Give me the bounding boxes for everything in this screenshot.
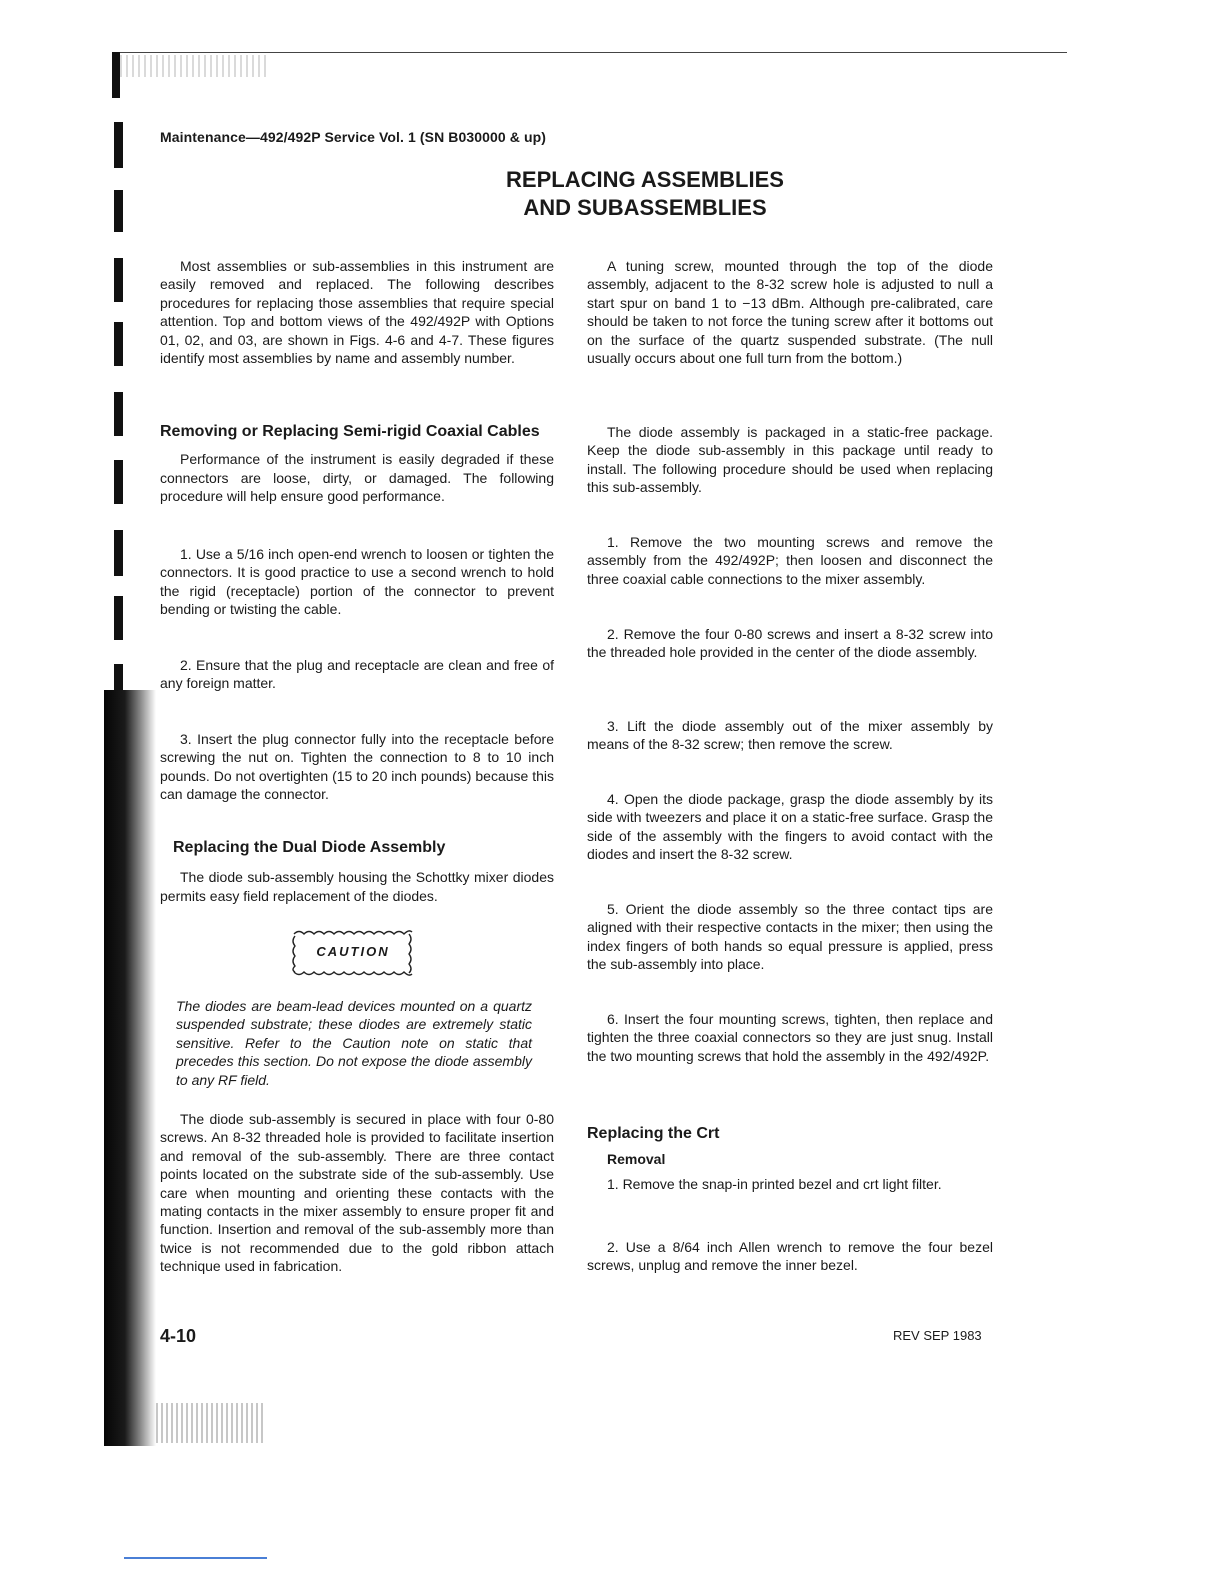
caution-label: CAUTION bbox=[316, 944, 390, 959]
coax-section bbox=[160, 423, 554, 506]
coax-step-1-block bbox=[160, 545, 554, 619]
left-intro-block bbox=[160, 257, 554, 367]
scan-speckle-bottom bbox=[156, 1403, 266, 1443]
coax-step-2: 2. Ensure that the plug and receptacle are clean and free of any foreign matter. bbox=[160, 657, 554, 692]
diode-step-1: 1. Remove the two mounting screws and remove the assembly from the 492/492P; then loosen and disconnect the three coaxial cable connections to the mixer assembly. bbox=[587, 534, 993, 587]
removal-heading: Removal bbox=[607, 1151, 666, 1168]
diode-step-5-block bbox=[587, 900, 993, 974]
binding-bar bbox=[114, 122, 123, 168]
binding-bar bbox=[114, 258, 123, 302]
caution-box bbox=[290, 926, 414, 978]
binding-bar bbox=[114, 596, 123, 640]
diode-step-3-block bbox=[587, 717, 993, 754]
binding-bar bbox=[114, 190, 123, 232]
diode-secured-block bbox=[160, 1110, 554, 1276]
coax-step-3-block bbox=[160, 730, 554, 804]
diode-section bbox=[160, 839, 554, 905]
diode-step-3: 3. Lift the diode assembly out of the mixer assembly by means of the 8-32 screw; then remove the screw. bbox=[587, 718, 993, 753]
page-number: 4-10 bbox=[160, 1326, 197, 1346]
title-line-2: AND SUBASSEMBLIES bbox=[523, 195, 767, 220]
diode-step-2: 2. Remove the four 0-80 screws and insert a 8-32 screw into the threaded hole provided in the center of the diode assembly. bbox=[587, 626, 993, 661]
diode-secured-paragraph: The diode sub-assembly is secured in place with four 0-80 screws. An 8-32 threaded hole is provided to facilitate insertion and removal of the sub-assembly. There are three contact points located on the substrate side of the sub-assembly. Use care when mounting and orienting these contacts with the mating contacts in the mixer assembly to ensure proper fit and function. Insertion and removal of the sub-assembly more than twice is not recommended due to the gold ribbon attach technique used in fabrication. bbox=[160, 1111, 554, 1275]
coax-heading: Removing or Replacing Semi-rigid Coaxial Cables bbox=[160, 423, 540, 440]
scan-corner-mark bbox=[112, 52, 120, 98]
diode-heading: Replacing the Dual Diode Assembly bbox=[173, 839, 446, 856]
intro-paragraph: Most assemblies or sub-assemblies in this instrument are easily removed and replaced. The following describes procedures for replacing those assemblies that require special attention. Top and bottom views of the 492/492P with Options 01, 02, and 03, are shown in Figs. 4-6 and 4-7. These figures identify most assemblies by name and assembly number. bbox=[160, 258, 554, 367]
coax-step-1: 1. Use a 5/16 inch open-end wrench to loosen or tighten the connectors. It is good practice to use a second wrench to hold the rigid (receptacle) portion of the connector to prevent bending or twisting the cable. bbox=[160, 546, 554, 618]
scan-speckle-top bbox=[120, 55, 270, 77]
coax-step-2-block bbox=[160, 656, 554, 693]
binding-bar bbox=[114, 530, 123, 576]
diode-step-4: 4. Open the diode package, grasp the diode assembly by its side with tweezers and place it on a static-free surface. Grasp the side of the assembly with the fingers to avoid contact with the diodes and insert the 8-32 screw. bbox=[587, 791, 993, 863]
package-block bbox=[587, 423, 993, 497]
revision-date: REV SEP 1983 bbox=[893, 1328, 982, 1343]
diode-step-6: 6. Insert the four mounting screws, tighten, then replace and tighten the three coaxial connectors so they are just snug. Install the two mounting screws that hold the assembly in the 492/492P. bbox=[587, 1011, 993, 1064]
diode-step-4-block bbox=[587, 790, 993, 864]
crt-heading: Replacing the Crt bbox=[587, 1125, 720, 1142]
top-border-rule bbox=[112, 52, 1067, 53]
coax-step-3: 3. Insert the plug connector fully into the receptacle before screwing the nut on. Tighten the connection to 8 to 10 inch pounds. Do not overtighten (15 to 20 inch pounds) because this can damage the connector. bbox=[160, 731, 554, 803]
crt-step-1: 1. Remove the snap-in printed bezel and crt light filter. bbox=[607, 1175, 942, 1192]
diode-step-5: 5. Orient the diode assembly so the three contact tips are aligned with their respective contacts in the mixer; then using the index fingers of both hands so equal pressure is applied, press the sub-assembly into place. bbox=[587, 901, 993, 973]
package-paragraph: The diode assembly is packaged in a static-free package. Keep the diode sub-assembly in this package until ready to install. The following procedure should be used when replacing this sub-assembly. bbox=[587, 424, 993, 496]
diode-intro: The diode sub-assembly housing the Schottky mixer diodes permits easy field replacement of the diodes. bbox=[160, 869, 554, 904]
coax-intro: Performance of the instrument is easily degraded if these connectors are loose, dirty, or damaged. The following procedure will help ensure good performance. bbox=[160, 451, 554, 505]
bottom-link-line bbox=[124, 1557, 267, 1559]
diode-step-1-block bbox=[587, 533, 993, 588]
tuning-block bbox=[587, 257, 993, 367]
binding-bar bbox=[114, 392, 123, 436]
binding-bar bbox=[114, 460, 123, 504]
diode-step-6-block bbox=[587, 1010, 993, 1065]
title-line-1: REPLACING ASSEMBLIES bbox=[506, 167, 784, 192]
caution-text: The diodes are beam-lead devices mounted on a quartz suspended substrate; these diodes are extremely static sensitive. Refer to the Caution note on static that precedes this section. Do not expose the diode assembly to any RF field. bbox=[176, 998, 532, 1088]
binding-bar bbox=[114, 322, 123, 366]
crt-step-2: 2. Use a 8/64 inch Allen wrench to remove the four bezel screws, unplug and remove the inner bezel. bbox=[587, 1239, 993, 1274]
crt-section bbox=[587, 1125, 993, 1193]
running-head: Maintenance—492/492P Service Vol. 1 (SN B030000 & up) bbox=[160, 129, 547, 145]
tuning-paragraph: A tuning screw, mounted through the top of the diode assembly, adjacent to the 8-32 screw hole is adjusted to null a start spur on band 1 to −13 dBm. Although pre-calibrated, care should be taken to not force the tuning screw after it bottoms out on the surface of the quartz suspended substrate. (The null usually occurs about one full turn from the bottom.) bbox=[587, 258, 993, 367]
caution-note-block bbox=[176, 997, 532, 1089]
crt-step-2-block bbox=[587, 1238, 993, 1275]
diode-step-2-block bbox=[587, 625, 993, 662]
scan-shadow bbox=[104, 690, 156, 1446]
page-title bbox=[380, 166, 910, 222]
